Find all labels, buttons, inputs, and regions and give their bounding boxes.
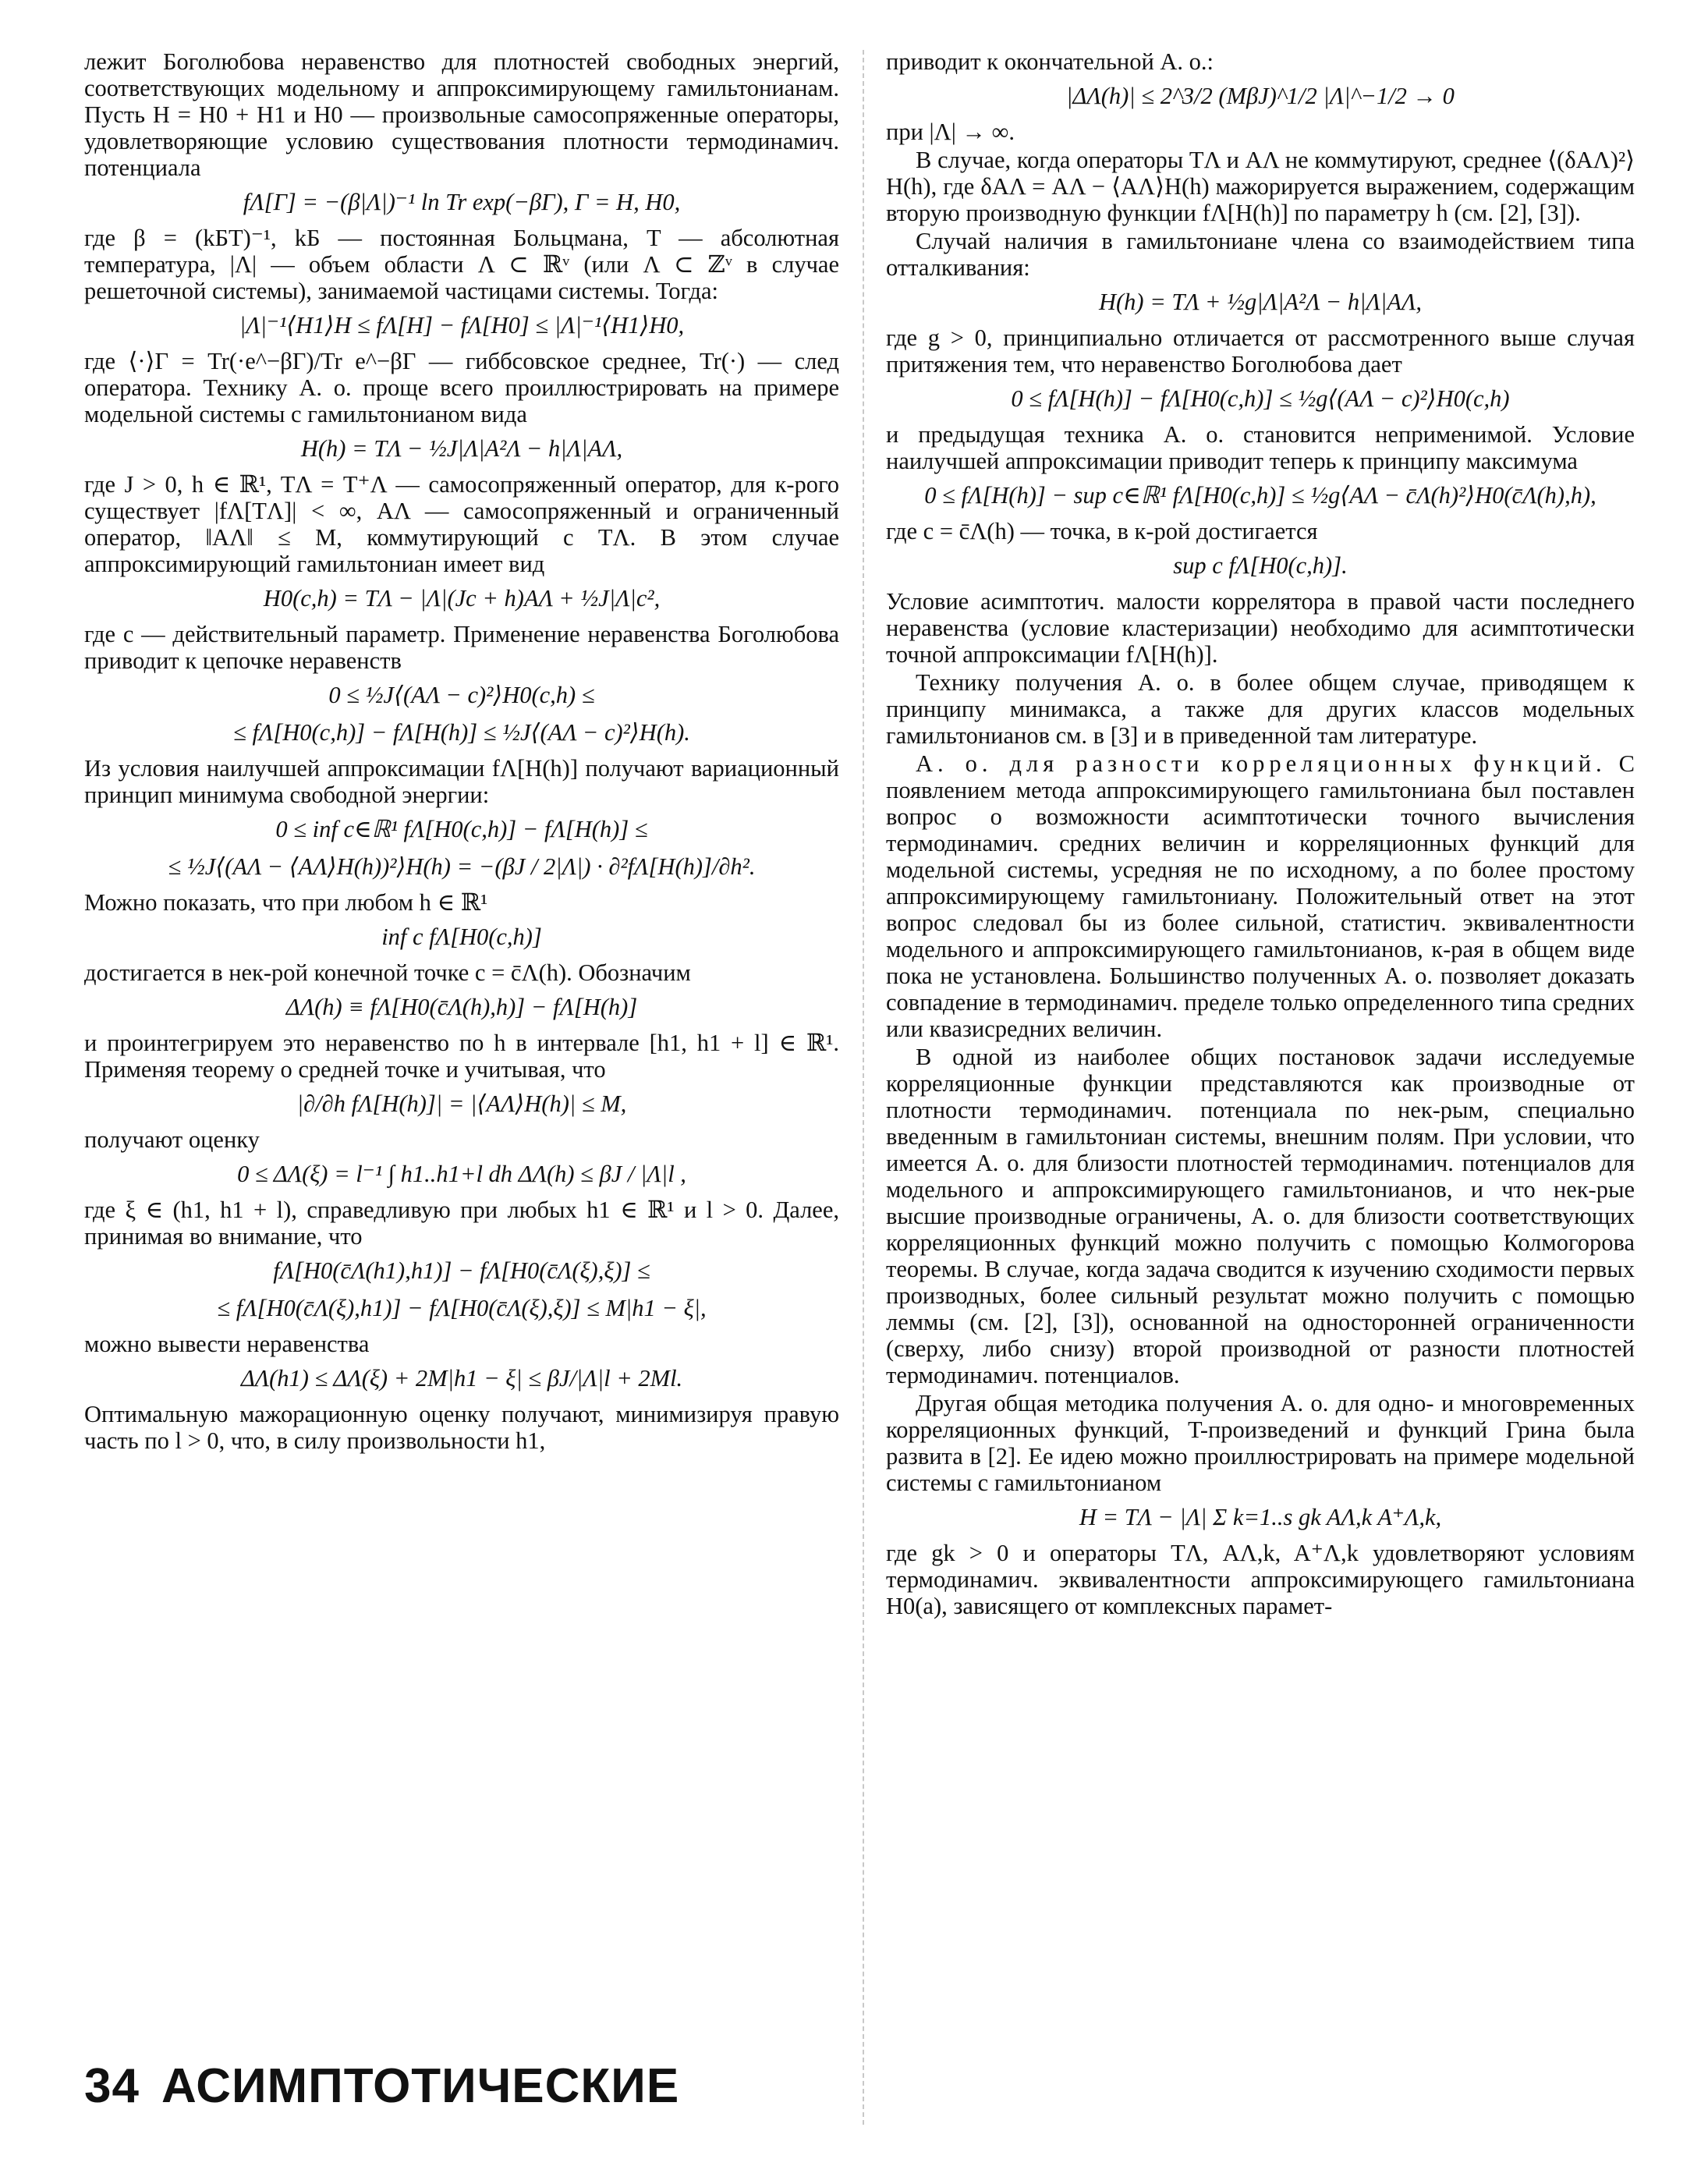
formula: sup c fΛ[H0(c,h)]. bbox=[1173, 552, 1348, 579]
formula: H = TΛ − |Λ| Σ k=1..s gk AΛ,k A⁺Λ,k, bbox=[1079, 1504, 1442, 1530]
page-footer bbox=[84, 2059, 839, 2114]
formula: ≤ fΛ[H0(c,h)] − fΛ[H(h)] ≤ ½J⟨(AΛ − c)²⟩H(h). bbox=[233, 719, 690, 746]
formula: H(h) = TΛ + ½g|Λ|A²Λ − h|Λ|AΛ, bbox=[1099, 289, 1422, 315]
section-text: С появлением метода аппроксимирующего гамильтониана был поставлен вопрос о возможности асимптотически точного вычисления термодинамич. средних величин и корреляционных функций для модельной системы, усредняя не по исходному, а по более простому аппроксимирующему гамильтониану. Положительный ответ на этот вопрос следовал бы из более сильной, статистич. эквивалентности модельного и аппроксимирующего гамильтонианов, к-рая в общем виде пока не установлена. Большинство полученных А. о. позволяет доказать совпадение в термодинамич. пределе только определенного типа средних или квазисредних величин. bbox=[886, 750, 1635, 1042]
section-heading: А. о. для разности корреляционных функций. bbox=[916, 750, 1607, 777]
paragraph: где ξ ∈ (h1, h1 + l), справедливую при любых h1 ∈ ℝ¹ и l > 0. Далее, принимая во внимание, что bbox=[84, 1197, 839, 1250]
formula: H(h) = TΛ − ½J|Λ|A²Λ − h|Λ|AΛ, bbox=[300, 435, 623, 462]
formula: |ΔΛ(h)| ≤ 2^3/2 (MβJ)^1/2 |Λ|^−1/2 → 0 bbox=[1066, 83, 1455, 109]
paragraph: Можно показать, что при любом h ∈ ℝ¹ bbox=[84, 889, 488, 916]
formula: inf c fΛ[H0(c,h)] bbox=[381, 924, 542, 950]
paragraph: Технику получения А. о. в более общем случае, приводящем к принципу минимакса, а также для других классов модельных гамильтонианов см. в [3] и в приведенной там литературе. bbox=[886, 669, 1635, 749]
formula: 0 ≤ fΛ[H(h)] − sup c∈ℝ¹ fΛ[H0(c,h)] ≤ ½g⟨AΛ − c̄Λ(h)²⟩H0(c̄Λ(h),h), bbox=[924, 482, 1596, 509]
paragraph: приводит к окончательной А. о.: bbox=[886, 48, 1214, 75]
paragraph: Случай наличия в гамильтониане члена со взаимодействием типа отталкивания: bbox=[886, 228, 1635, 281]
paragraph: Из условия наилучшей аппроксимации fΛ[H(h)] получают вариационный принцип минимума свободной энергии: bbox=[84, 755, 839, 808]
formula: fΛ[Γ] = −(β|Λ|)⁻¹ ln Tr exp(−βΓ), Γ = H, H0, bbox=[243, 189, 681, 215]
paragraph: где ⟨·⟩Γ = Tr(·e^−βΓ)/Tr e^−βΓ — гиббсовское среднее, Tr(·) — след оператора. Технику А. о. проще всего проиллюстрировать на примере модельной системы с гамильтонианом вида bbox=[84, 348, 839, 427]
column-divider bbox=[863, 50, 864, 2125]
paragraph: и проинтегрируем это неравенство по h в интервале [h1, h1 + l] ∈ ℝ¹. Применяя теорему о средней точке и учитывая, что bbox=[84, 1030, 839, 1083]
paragraph: где g > 0, принципиально отличается от рассмотренного выше случая притяжения тем, что неравенство Боголюбова дает bbox=[886, 324, 1635, 378]
paragraph: лежит Боголюбова неравенство для плотностей свободных энергий, соответствующих модельному и аппроксимирующему гамильтонианам. Пусть H = H0 + H1 и H0 — произвольные самосопряженные операторы, удовлетворяющие условию существования плотности термодинамич. потенциала bbox=[84, 48, 839, 181]
formula: ΔΛ(h1) ≤ ΔΛ(ξ) + 2M|h1 − ξ| ≤ βJ/|Λ|l + 2Ml. bbox=[240, 1365, 683, 1392]
paragraph: В одной из наиболее общих постановок задачи исследуемые корреляционные функции представляются как производные от плотности термодинамич. потенциала по нек-рым, специально введенным в гамильтониан системы, внешним полям. При условии, что имеется А. о. для близости плотностей термодинамич. потенциалов для модельного и аппроксимирующего гамильтонианов, и что нек-рые высшие производные ограничены, А. о. для близости соответствующих корреляционных функций можно получить с помощью Колмогорова теоремы. В случае, когда задача сводится к изучению сходимости первых производных, более сильный результат можно получить с помощью леммы (см. [2], [3]), основанной на односторонней ограниченности (сверху, либо снизу) второй производной от разности плотностей термодинамич. потенциалов. bbox=[886, 1044, 1635, 1388]
formula: 0 ≤ fΛ[H(h)] − fΛ[H0(c,h)] ≤ ½g⟨(AΛ − c)²⟩H0(c,h) bbox=[1011, 385, 1510, 412]
paragraph: где c — действительный параметр. Применение неравенства Боголюбова приводит к цепочке неравенств bbox=[84, 621, 839, 674]
formula: |Λ|⁻¹⟨H1⟩H ≤ fΛ[H] − fΛ[H0] ≤ |Λ|⁻¹⟨H1⟩H0, bbox=[239, 312, 685, 339]
formula: H0(c,h) = TΛ − |Λ|(Jc + h)AΛ + ½J|Λ|c², bbox=[263, 585, 661, 612]
paragraph: В случае, когда операторы TΛ и AΛ не коммутируют, среднее ⟨(δAΛ)²⟩H(h), где δAΛ = AΛ − ⟨AΛ⟩H(h) мажорируется выражением, содержащим вторую производную функции fΛ[H(h)] по параметру h (см. [2], [3]). bbox=[886, 147, 1635, 226]
formula: 0 ≤ inf c∈ℝ¹ fΛ[H0(c,h)] − fΛ[H(h)] ≤ bbox=[275, 816, 648, 842]
formula: ΔΛ(h) ≡ fΛ[H0(c̄Λ(h),h)] − fΛ[H(h)] bbox=[285, 994, 638, 1020]
formula: 0 ≤ ½J⟨(AΛ − c)²⟩H0(c,h) ≤ bbox=[328, 682, 595, 708]
paragraph: Условие асимптотич. малости коррелятора в правой части последнего неравенства (условие кластеризации) необходимо для асимптотически точной аппроксимации fΛ[H(h)]. bbox=[886, 588, 1635, 668]
paragraph: где β = (kБT)⁻¹, kБ — постоянная Больцмана, T — абсолютная температура, |Λ| — объем области Λ ⊂ ℝᵛ (или Λ ⊂ ℤᵛ в случае решеточной системы), занимаемой частицами системы. Тогда: bbox=[84, 225, 839, 304]
paragraph: где c = c̄Λ(h) — точка, в к-рой достигается bbox=[886, 518, 1318, 544]
left-column bbox=[84, 48, 839, 2108]
formula: ≤ fΛ[H0(c̄Λ(ξ),h1)] − fΛ[H0(c̄Λ(ξ),ξ)] ≤ M|h1 − ξ|, bbox=[217, 1295, 707, 1321]
running-head: АСИМПТОТИЧЕСКИЕ bbox=[161, 2059, 680, 2113]
formula: |∂/∂h fΛ[H(h)]| = |⟨AΛ⟩H(h)| ≤ M, bbox=[296, 1090, 627, 1117]
formula: ≤ ½J⟨(AΛ − ⟨AΛ⟩H(h))²⟩H(h) = −(βJ / 2|Λ|) · ∂²fΛ[H(h)]/∂h². bbox=[168, 853, 756, 880]
right-column bbox=[886, 48, 1635, 2108]
paragraph: Оптимальную мажорационную оценку получают, минимизируя правую часть по l > 0, что, в силу произвольности h1, bbox=[84, 1401, 839, 1454]
paragraph: при |Λ| → ∞. bbox=[886, 119, 1015, 145]
paragraph: достигается в нек-рой конечной точке c = c̄Λ(h). Обозначим bbox=[84, 959, 691, 986]
formula: 0 ≤ ΔΛ(ξ) = l⁻¹ ∫ h1..h1+l dh ΔΛ(h) ≤ βJ / |Λ|l , bbox=[237, 1161, 686, 1187]
paragraph: Другая общая методика получения А. о. для одно- и многовременных корреляционных функций, T-произведений и функций Грина была развита в [2]. Ее идею можно проиллюстрировать на примере модельной системы с гамильтонианом bbox=[886, 1390, 1635, 1496]
paragraph: где gk > 0 и операторы TΛ, AΛ,k, A⁺Λ,k удовлетворяют условиям термодинамич. эквивалентности аппроксимирующего гамильтониана H0(a), зависящего от комплексных парамет- bbox=[886, 1540, 1635, 1619]
formula: fΛ[H0(c̄Λ(h1),h1)] − fΛ[H0(c̄Λ(ξ),ξ)] ≤ bbox=[273, 1257, 650, 1284]
paragraph: и предыдущая техника А. о. становится неприменимой. Условие наилучшей аппроксимации приводит теперь к принципу максимума bbox=[886, 421, 1635, 474]
paragraph: получают оценку bbox=[84, 1126, 260, 1153]
paragraph: можно вывести неравенства bbox=[84, 1331, 370, 1357]
paragraph: где J > 0, h ∈ ℝ¹, TΛ = T⁺Λ — самосопряженный оператор, для к-рого существует |fΛ[TΛ]| < ∞, AΛ — самосопряженный и ограниченный оператор, ‖AΛ‖ ≤ M, коммутирующий с TΛ. В этом случае аппроксимирующий гамильтониан имеет вид bbox=[84, 471, 839, 577]
page-number: 34 bbox=[84, 2059, 140, 2113]
section-paragraph bbox=[886, 750, 1635, 1042]
